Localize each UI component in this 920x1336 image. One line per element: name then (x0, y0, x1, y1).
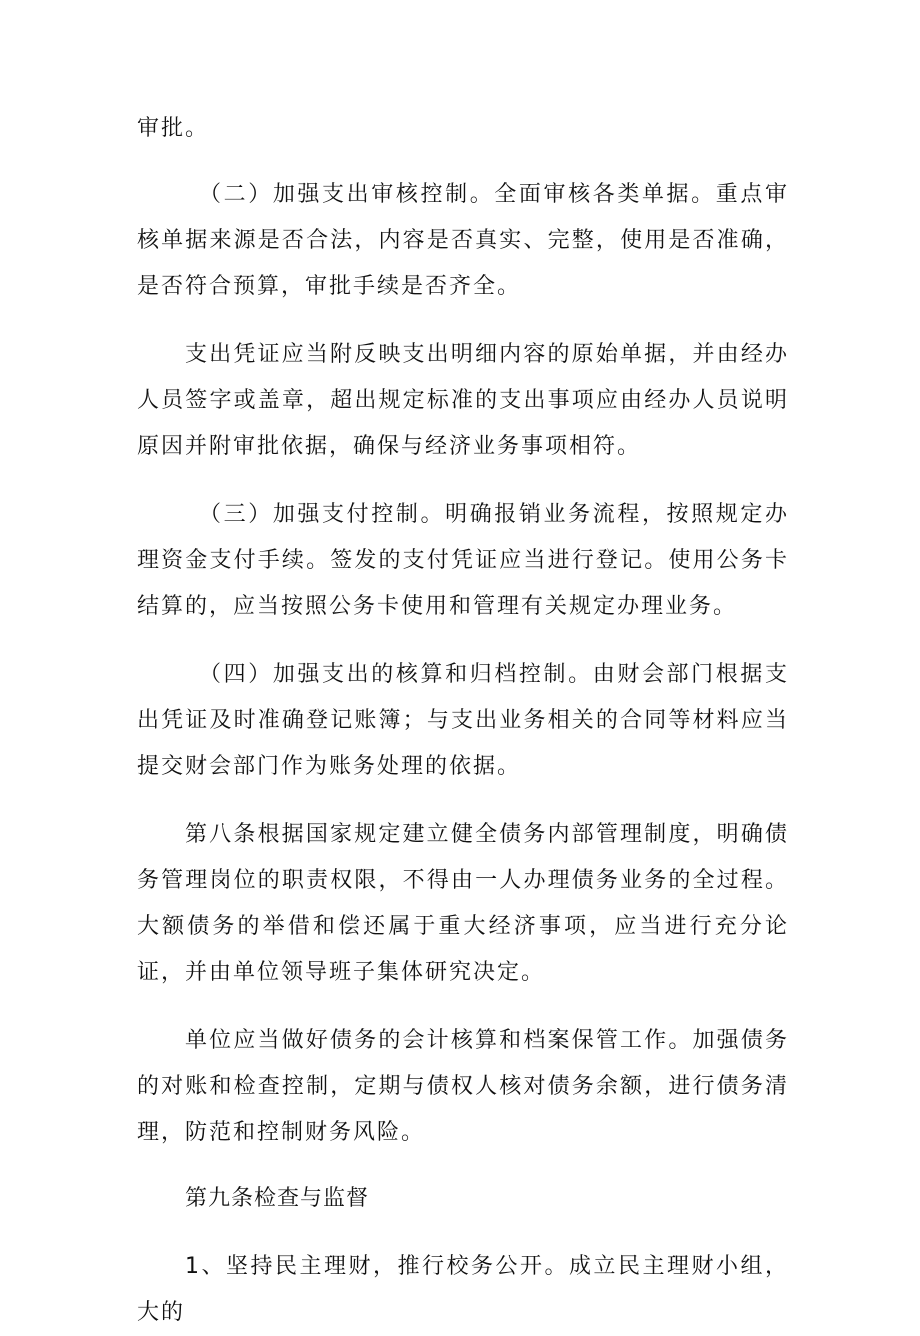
paragraph-article-eight: 第八条根据国家规定建立健全债务内部管理制度，明确债务管理岗位的职责权限，不得由一人办理债务业务的全过程。大额债务的举借和偿还属于重大经济事项，应当进行充分论证，并由单位领导班子集体研究决定。 (137, 822, 789, 985)
paragraph-democratic-finance: 1、坚持民主理财，推行校务公开。成立民主理财小组，大的 (137, 1254, 789, 1325)
paragraph-debt-accounting: 单位应当做好债务的会计核算和档案保管工作。加强债务的对账和检查控制，定期与债权人核对债务余额，进行债务清理，防范和控制财务风险。 (137, 1028, 789, 1145)
paragraph-expense-review-control: （二）加强支出审核控制。全面审核各类单据。重点审核单据来源是否合法，内容是否真实、完整，使用是否准确，是否符合预算，审批手续是否齐全。 (137, 182, 789, 299)
paragraph-approval-end: 审批。 (137, 116, 210, 141)
paragraph-payment-control: （三）加强支付控制。明确报销业务流程，按照规定办理资金支付手续。签发的支付凭证应当进行登记。使用公务卡结算的，应当按照公务卡使用和管理有关规定办理业务。 (137, 502, 789, 619)
heading-article-nine: 第九条检查与监督 (185, 1186, 370, 1211)
paragraph-accounting-archiving-control: （四）加强支出的核算和归档控制。由财会部门根据支出凭证及时准确登记账簿；与支出业务相关的合同等材料应当提交财会部门作为账务处理的依据。 (137, 662, 789, 779)
paragraph-expense-voucher: 支出凭证应当附反映支出明细内容的原始单据，并由经办人员签字或盖章，超出规定标准的支出事项应由经办人员说明原因并附审批依据，确保与经济业务事项相符。 (137, 342, 789, 459)
document-body (137, 106, 789, 1336)
